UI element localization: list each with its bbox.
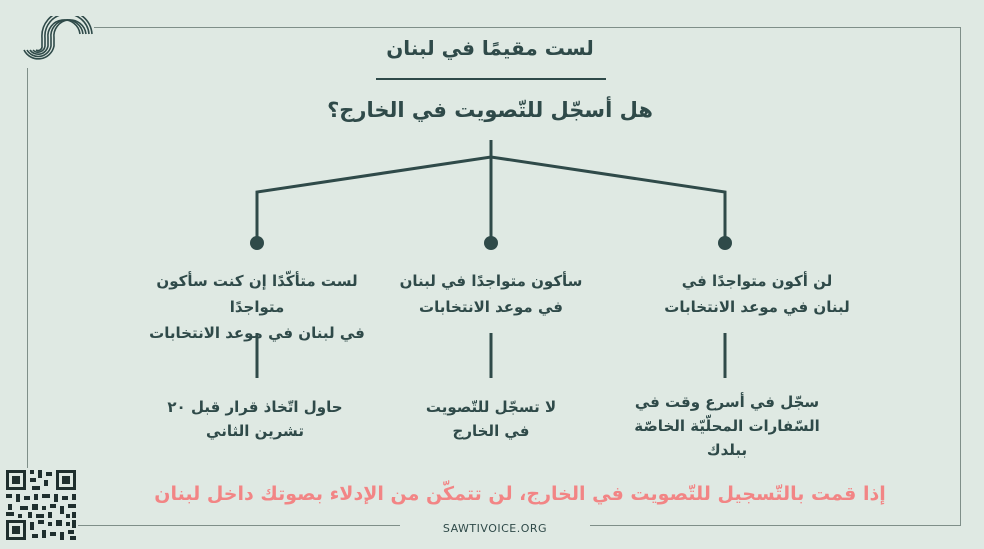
option-not-in-lebanon <box>637 268 877 320</box>
advice-do-not-register <box>391 395 591 443</box>
option-line: سأكون متواجدًا في لبنان <box>399 272 583 290</box>
website-link[interactable]: SAWTIVOICE.ORG <box>400 522 590 535</box>
advice-decide-before-deadline <box>155 395 355 443</box>
advice-line: سجّل في أسرع وقت في <box>634 393 820 411</box>
node-dot-1 <box>718 236 732 250</box>
node-dot-3 <box>250 236 264 250</box>
option-line: في لبنان في موعد الانتخابات <box>149 324 365 342</box>
page-title: لست مقيمًا في لبنان <box>386 36 594 60</box>
advice-line: لا تسجّل للتّصويت <box>425 398 557 416</box>
title-divider <box>376 78 606 80</box>
main-question: هل أسجّل للتّصويت في الخارج؟ <box>327 98 653 122</box>
advice-register-abroad <box>627 390 827 462</box>
qr-code-graphic <box>4 468 78 542</box>
advice-line: في الخارج <box>452 422 530 440</box>
advice-line: حاول اتّخاذ قرار قبل ٢٠ <box>167 398 343 416</box>
warning-note: إذا قمت بالتّسجيل للتّصويت في الخارج، لن تتمكّن من الإدلاء بصوتك داخل لبنان <box>154 483 886 505</box>
option-line: لن أكون متواجدًا في <box>681 272 833 290</box>
option-line: في موعد الانتخابات <box>419 298 563 316</box>
node-dot-2 <box>484 236 498 250</box>
option-line: لست متأكّدًا إن كنت سأكون متواجدًا <box>156 272 358 316</box>
option-not-sure <box>137 268 377 346</box>
option-line: لبنان في موعد الانتخابات <box>664 298 850 316</box>
advice-line: ببلدك <box>706 441 748 459</box>
option-in-lebanon <box>371 268 611 320</box>
advice-line: السّفارات المحلّيّة الخاصّة <box>634 417 820 435</box>
advice-line: تشرين الثاني <box>206 422 304 440</box>
qr-code-icon[interactable] <box>4 468 78 542</box>
